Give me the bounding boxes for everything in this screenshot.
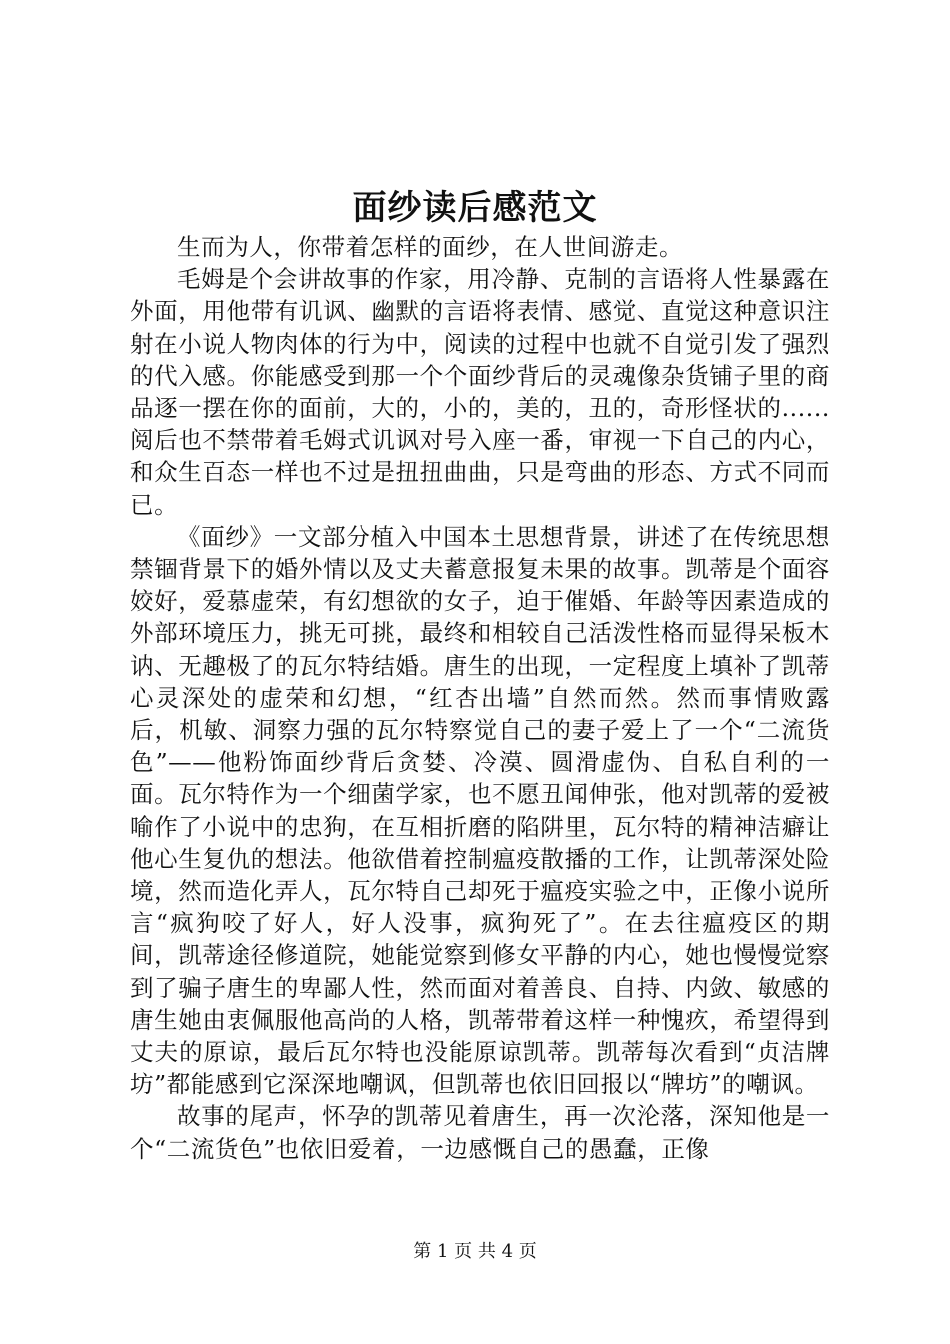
document-body <box>130 231 830 1165</box>
page-footer: 第 1 页 共 4 页 <box>413 1241 537 1262</box>
paragraph-2: 毛姆是个会讲故事的作家，用冷静、克制的言语将人性暴露在外面，用他带有讥讽、幽默的言语将表情、感觉、直觉这种意识注射在小说人物肉体的行为中，阅读的过程中也就不自觉引发了强烈的代入感。你能感受到那一个个面纱背后的灵魂像杂货铺子里的商品逐一摆在你的面前，大的，小的，美的，丑的，奇形怪状的......阅后也不禁带着毛姆式讥讽对号入座一番，审视一下自己的内心，和众生百态一样也不过是扭扭曲曲，只是弯曲的形态、方式不同而已。 <box>130 265 830 519</box>
paragraph-4: 故事的尾声，怀孕的凯蒂见着唐生，再一次沦落，深知他是一个“二流货色”也依旧爱着，一边感慨自己的愚蠢，正像 <box>130 1102 830 1163</box>
paragraph-1: 生而为人，你带着怎样的面纱，在人世间游走。 <box>177 233 684 261</box>
paragraph-3: 《面纱》一文部分植入中国本土思想背景，讲述了在传统思想禁锢背景下的婚外情以及丈夫蓄意报复未果的故事。凯蒂是个面容姣好，爱慕虚荣，有幻想欲的女子，迫于催婚、年龄等因素造成的外部环境压力，挑无可挑，最终和相较自己活泼性格而显得呆板木讷、无趣极了的瓦尔特结婚。唐生的出现，一定程度上填补了凯蒂心灵深处的虚荣和幻想，“红杏出墙”自然而然。然而事情败露后，机敏、洞察力强的瓦尔特察觉自己的妻子爱上了一个“二流货色”——他粉饰面纱背后贪婪、冷漠、圆滑虚伪、自私自利的一面。瓦尔特作为一个细菌学家，也不愿丑闻伸张，他对凯蒂的爱被喻作了小说中的忠狗，在互相折磨的陷阱里，瓦尔特的精神洁癖让他心生复仇的想法。他欲借着控制瘟疫散播的工作，让凯蒂深处险境，然而造化弄人，瓦尔特自己却死于瘟疫实验之中，正像小说所言“疯狗咬了好人，好人没事，疯狗死了”。在去往瘟疫区的期间，凯蒂途径修道院，她能觉察到修女平静的内心，她也慢慢觉察到了骗子唐生的卑鄙人性，然而面对着善良、自持、内敛、敏感的唐生她由衷佩服他高尚的人格，凯蒂带着这样一种愧疚，希望得到丈夫的原谅，最后瓦尔特也没能原谅凯蒂。凯蒂每次看到“贞洁牌坊”都能感到它深深地嘲讽，但凯蒂也依旧回报以“牌坊”的嘲讽。 <box>130 522 830 1099</box>
document-title: 面纱读后感范文 <box>352 188 598 228</box>
